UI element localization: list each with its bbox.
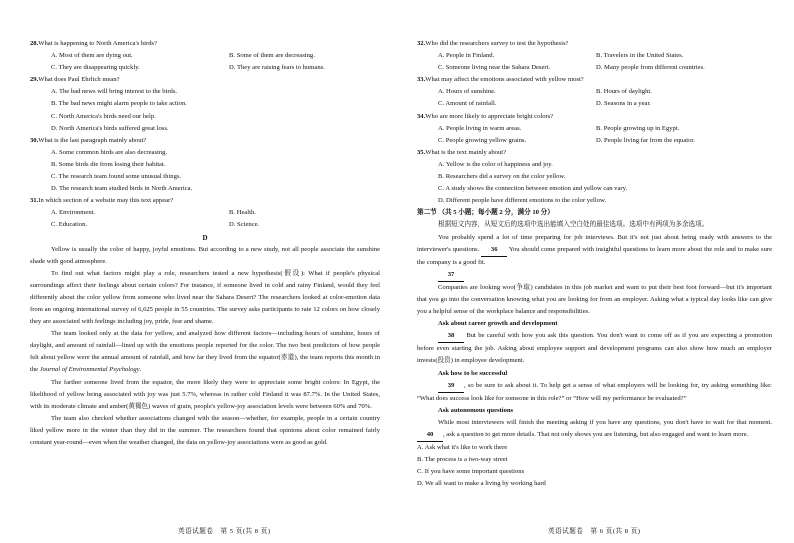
option: A. The bad news will bring interest to the birds.	[51, 88, 178, 96]
question-32: 32.Who did the researchers survey to test the hypothesis?	[417, 40, 569, 47]
option: D. They are raising fears to humans.	[229, 64, 325, 72]
page-footer: 英语试题卷 第 6 页(共 8 页)	[548, 528, 641, 535]
option: C. The research team found some unusual things.	[51, 173, 182, 181]
option: A. Hours of sunshine.	[438, 88, 496, 96]
option: D. The research team studied birds in North America.	[51, 185, 193, 193]
option: D. Different people have different emotions to the color yellow.	[438, 197, 606, 205]
passage-paragraph: 38 But be careful with how you ask this question. You don't want to come off as if you are expecting a promotion before even starting the job. Asking about employee support and development programs can also show how much an employer invests(投资) in employee development.	[417, 332, 772, 365]
choice: B. The process is a two-way street	[417, 456, 508, 464]
option: D. Seasons in a year.	[596, 100, 651, 108]
choice: D. We all want to make a living by working hard	[417, 480, 546, 488]
option: B. Researchers did a survey on the color yellow.	[438, 173, 566, 181]
option: B. Hours of daylight.	[596, 88, 652, 96]
options-row	[30, 207, 380, 219]
options-row	[30, 50, 380, 62]
passage-paragraph: The farther someone lived from the equator, the more likely they were to appreciate some bright colors: In Egypt, the likelihood of yellow being associated with joy was just 5.7%, whereas in rather cold Finland it was 87.7%. In the United States, with its moderate climate and amber(黄褐色) waves of grain, people's yellow-joy association levels were between 60% and 70%.	[30, 378, 380, 410]
passage-paragraph: While most interviewers will finish the meeting asking if you have any questions, you don't have to wait for that moment. 40 , ask a question to get more details. That not only shows you are listening, but also engaged and want to learn more.	[417, 417, 772, 442]
option: C. North America's birds need our help.	[51, 112, 156, 120]
options-row	[417, 123, 772, 135]
option: A. Yellow is the color of happiness and joy.	[438, 160, 553, 168]
option: D. Many people from different countries.	[596, 64, 705, 72]
option: D. People living far from the equator.	[596, 136, 695, 144]
section-instructions: 根据短文内容，从短文后的选项中选出能填入空白处的最佳选项。选项中有两项为多余选项。	[438, 221, 709, 229]
option: D. Science.	[229, 221, 260, 229]
passage-paragraph: The team looked only at the data for yellow, and analyzed how different factors—including hours of sunshine, hours of daylight, and amount of rainfall—lined up with the emotions people reported for the color. The two best predictors of how people felt about yellow were the annual amount of rainfall, and how far they lived from the equator(赤道), the team reports this month in the Journal of Environmental Psychology.	[30, 330, 380, 374]
option: C. Amount of rainfall.	[438, 100, 497, 108]
option: B. Health.	[229, 209, 256, 217]
passage-paragraph	[417, 269, 772, 282]
passage-paragraph: Companies are looking woo(争取) candidates in this job market and want to put their best foot forward—but it's important that you go into the conversation knowing what you are looking for from an employer. Asking what a typical day looks like can give you a helpful sense of the workplace balance and responsibilities.	[417, 283, 772, 316]
question-33: 33.What may affect the emotions associated with yellow most?	[417, 76, 584, 84]
options-row	[417, 135, 772, 147]
subheading: Ask how to be successful	[438, 369, 508, 377]
option: A. People in Finland.	[438, 52, 495, 60]
option: B. The bad news might alarm people to take action.	[51, 100, 187, 108]
blank-40: 40	[417, 429, 443, 442]
options-row	[30, 62, 380, 74]
option: A. People living in warm areas.	[438, 124, 522, 132]
option: A. Some common birds are also decreasing.	[51, 148, 168, 156]
option: C. Someone living near the Sahara Desert.	[438, 64, 551, 72]
option: B. People growing up in Egypt.	[596, 124, 680, 132]
question-28: 28.What is happening to North America's birds?	[30, 40, 157, 47]
option: D. North America's birds suffered great loss.	[51, 124, 169, 132]
option: B. Travelers in the United States.	[596, 52, 684, 60]
page-footer: 英语试题卷 第 5 页(共 8 页)	[178, 528, 271, 535]
option: C. A study shows the connection between emotion and yellow can vary.	[438, 185, 628, 193]
question-34: 34.Who are more likely to appreciate bright colors?	[417, 112, 554, 120]
question-29: 29.What does Paul Ehrlich mean?	[30, 76, 120, 84]
subheading: Ask autonomous questions	[438, 406, 514, 414]
section-title: 第二节 （共 5 小题；每小题 2 分，满分 10 分）	[417, 209, 554, 217]
option: C. They are disappearing quickly.	[51, 64, 140, 72]
passage-paragraph: 39 , so be sure to ask about it. To help get a sense of what employers will be looking for, try asking something like: “What does success look like for someone in this role?” or “How will my performance be evaluated?”	[417, 381, 772, 402]
passage-paragraph: Yellow is usually the color of happy, joyful emotions. But according to a new study, not all people associate the sunshine shade with good atmosphere.	[30, 245, 380, 265]
option: C. People growing yellow grains.	[438, 136, 527, 144]
blank-38: 38	[438, 330, 464, 343]
choice: A. Ask what it's like to work there	[417, 444, 508, 452]
option: B. Some of them are decreasing.	[229, 52, 315, 60]
options-row	[417, 86, 772, 98]
blank-37: 37	[438, 269, 464, 282]
options-row	[417, 62, 772, 74]
passage-paragraph: You probably spend a lot of time preparing for job interviews. But it's not just about being ready with answers to the interviewer's questions. 36 You should come prepared with insightful questions to learn more about the role and to make sure the company is a good fit.	[417, 233, 772, 266]
passage-letter: D	[202, 233, 208, 242]
left-page	[30, 38, 380, 449]
passage-paragraph: To find out what factors might play a role, researchers tested a new hypothesis(假设): What if people's physical surroundings affect their feelings about certain colors? For instance, if someone lived in cold and rainy Finland, would they feel differently about the color yellow from someone who lived near the Sahara Desert? The researchers looked at color-emotion data from an ongoing international survey of 6,625 people in 55 countries. The survey asks participants to rate 12 colors on how closely they are associated with feelings including joy, pride, fear and shame.	[30, 269, 380, 326]
blank-39: 39	[438, 380, 464, 393]
option: A. Environment.	[51, 209, 96, 217]
choice: C. If you have some important questions	[417, 468, 525, 476]
journal-title: Journal of Environmental Psychology	[39, 366, 140, 374]
passage-paragraph: The team also checked whether associations changed with the season—whether, for example, people in a certain country liked yellow more in the winter than they did in the summer. The researchers found that opinions about color remained fairly constant year-round—even when the weather changed, the data on yellow-joy associations were as good as gold.	[30, 414, 380, 446]
subheading: Ask about career growth and development	[438, 320, 558, 328]
options-row	[417, 98, 772, 110]
right-page	[417, 38, 772, 490]
option: C. Education.	[51, 221, 88, 229]
question-31: 31.In which section of a website may this text appear?	[30, 197, 174, 205]
options-row	[417, 50, 772, 62]
option: B. Some birds die from losing their habitat.	[51, 160, 166, 168]
options-row	[30, 219, 380, 231]
question-35: 35.What is the text mainly about?	[417, 148, 507, 156]
blank-36: 36	[481, 244, 507, 257]
choice-list	[417, 442, 772, 490]
option: A. Most of them are dying out.	[51, 52, 133, 60]
question-30: 30.What is the last paragraph mainly about?	[30, 136, 147, 144]
